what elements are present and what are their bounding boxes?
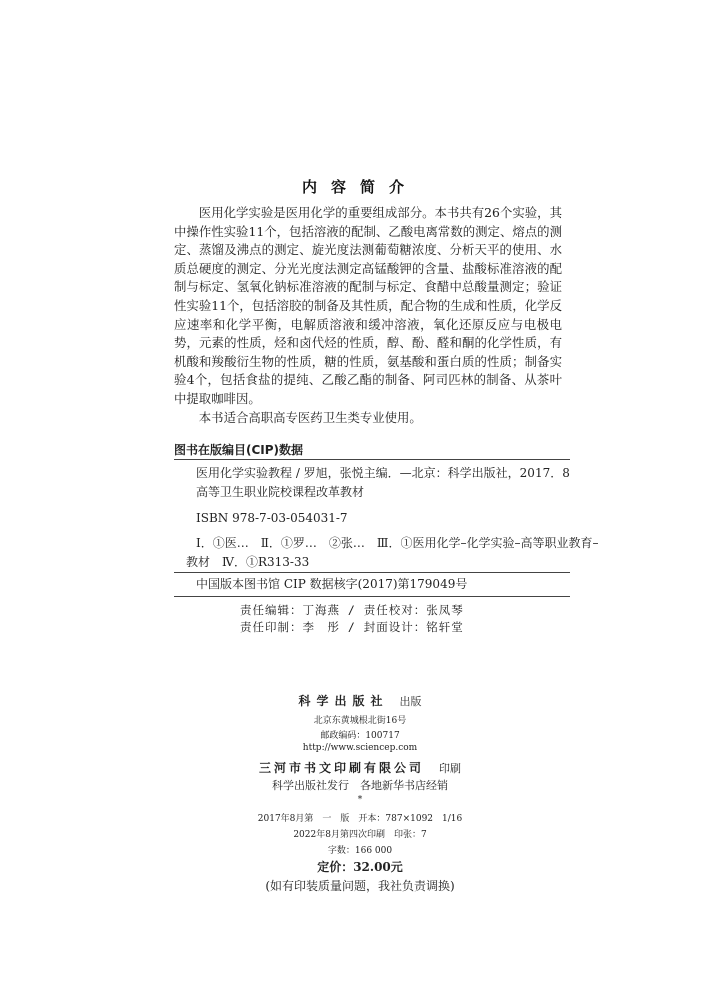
publisher-postcode: 邮政编码：100717 <box>320 731 400 741</box>
publisher-line <box>0 690 720 709</box>
publisher-name: 科学出版社 <box>298 694 389 708</box>
cip-isbn-line: ISBN 978-7-03-054031-7 <box>196 511 348 525</box>
cip-approval-line: 中国版本图书馆 CIP 数据核字(2017)第179049号 <box>196 577 468 591</box>
printing-line: 2022年8月第四次印刷 印张：7 <box>293 830 427 840</box>
summary-paragraph: 本书适合高职高专医药卫生类专业使用。 <box>198 409 422 425</box>
word-count-line: 字数：166 000 <box>327 846 393 856</box>
publisher-role: 出版 <box>399 695 422 708</box>
summary-body <box>174 204 562 427</box>
cip-divider <box>174 596 570 597</box>
cip-classification-line: 教材 Ⅳ．①R313-33 <box>186 555 310 569</box>
cip-series-line: 高等卫生职业院校课程改革教材 <box>196 485 365 499</box>
printer-line <box>0 757 720 776</box>
publisher-website: http://www.sciencep.com <box>302 743 418 753</box>
printer-name: 三河市书文印刷有限公司 <box>258 761 424 775</box>
cip-subject-line: Ⅰ．①医… Ⅱ．①罗… ②张… Ⅲ．①医用化学–化学实验–高等职业教育– <box>196 536 599 550</box>
printer-role: 印刷 <box>439 762 462 775</box>
cip-divider <box>174 459 570 460</box>
price-line: 定价：32.00元 <box>317 860 403 874</box>
edition-line: 2017年8月第 一 版 开本：787×1092 1/16 <box>257 814 463 824</box>
star-separator: * <box>357 795 363 805</box>
editors-line: 责任印制：李 彤 / 封面设计：铭轩堂 <box>240 620 464 634</box>
cip-heading: 图书在版编目(CIP)数据 <box>174 443 304 457</box>
quality-notice: (如有印装质量问题，我社负责调换) <box>265 879 455 893</box>
cip-divider <box>174 572 570 573</box>
summary-title: 内容简介 <box>301 178 418 196</box>
cip-title-line: 医用化学实验教程 / 罗旭，张悦主编．—北京：科学出版社，2017．8 <box>196 466 570 480</box>
editors-line: 责任编辑：丁海燕 / 责任校对：张凤琴 <box>240 603 464 617</box>
distribution-line: 科学出版社发行 各地新华书店经销 <box>272 779 448 792</box>
summary-paragraph: 医用化学实验是医用化学的重要组成部分。本书共有26个实验，其中操作性实验11个，包括溶液的配制、乙酸电离常数的测定、熔点的测定、蒸馏及沸点的测定、旋光度法测葡萄糖浓度、分析天平的使用、水质总硬度的测定、分光光度法测定高锰酸钾的含量、盐酸标准溶液的配制与标定、氢氧化钠标准溶液的配制与标定、食醋中总酸量测定；验证性实验11个，包括溶胶的制备及其性质，配合物的生成和性质，化学反应速率和化学平衡，电解质溶液和缓冲溶液，氧化还原反应与电极电势，元素的性质，烃和卤代烃的性质，醇、酚、醛和酮的化学性质，有机酸和羧酸衍生物的性质，糖的性质，氨基酸和蛋白质的性质；制备实验4个，包括食盐的提纯、乙酸乙酯的制备、阿司匹林的制备、从茶叶中提取咖啡因。 <box>174 205 562 406</box>
publisher-address: 北京东黄城根北街16号 <box>313 716 407 726</box>
